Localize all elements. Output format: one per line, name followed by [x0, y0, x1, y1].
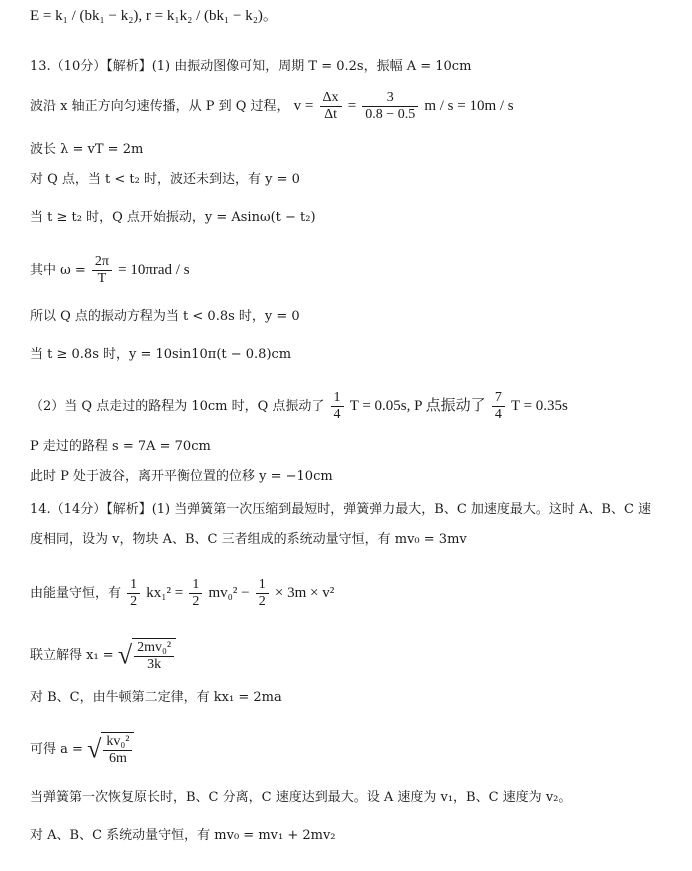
fraction-a	[103, 734, 132, 767]
fraction-numerator: 1	[331, 390, 344, 407]
velocity-lhs: v =	[293, 98, 314, 114]
fraction-numerator: 1	[189, 577, 202, 594]
omega-line	[30, 254, 190, 287]
fraction-2pi-over-t	[92, 254, 112, 287]
x1-text: 联立解得 x₁ =	[30, 648, 114, 663]
newton-text: 对 B、C，由牛顿第二定律，有 kx₁ = 2ma	[30, 690, 282, 705]
radical-icon: √	[117, 640, 133, 670]
newton-line	[30, 688, 282, 708]
energy-term-b: mv₀² −	[208, 585, 250, 601]
velocity-text: 波沿 x 轴正方向匀速传播，从 P 到 Q 过程，	[30, 99, 290, 114]
p-displacement-line	[30, 467, 333, 487]
formula-e-r	[30, 6, 278, 27]
sqrt-x1	[118, 638, 176, 673]
omega-result: = 10πrad / s	[118, 262, 190, 278]
fraction-denominator: 4	[333, 407, 341, 422]
fraction-numerator: 1	[256, 577, 269, 594]
p-displacement-text: 此时 P 处于波谷，离开平衡位置的位移 y = −10cm	[30, 469, 333, 484]
p-distance-line	[30, 437, 211, 457]
energy-line	[30, 577, 334, 610]
acceleration-text: 可得 a =	[30, 742, 83, 757]
part2-text-c: T = 0.35s	[510, 398, 568, 414]
acceleration-line	[30, 732, 134, 767]
fraction-x1	[134, 640, 174, 673]
q14-heading-text: 14.（14分）【解析】(1) 当弹簧第一次压缩到最短时，弹簧弹力最大，B、C 加速度最大。这时 A、B、C 速	[30, 502, 652, 517]
velocity-result: m / s = 10m / s	[424, 98, 514, 114]
energy-text: 由能量守恒，有	[30, 586, 122, 601]
q13-heading	[30, 57, 471, 77]
fraction-denominator: 2	[130, 594, 138, 609]
q-vibration-text: 当 t ≥ t₂ 时，Q 点开始振动，y = Asinω(t − t₂)	[30, 210, 316, 225]
fraction-1-4	[331, 390, 344, 423]
wavelength-line	[30, 140, 143, 160]
fraction-numerator: 2π	[92, 254, 112, 271]
p-distance-text: P 走过的路程 s = 7A = 70cm	[30, 439, 211, 454]
fraction-numerator: 2mv₀²	[134, 640, 174, 657]
momentum-text: 度相同，设为 v，物块 A、B、C 三者组成的系统动量守恒，有 mv₀ = 3mv	[30, 532, 467, 547]
fraction-numerator: 7	[492, 390, 505, 407]
q13-velocity-line	[30, 90, 514, 123]
q-equation-line-1	[30, 307, 300, 327]
q13-heading-text: 13.（10分）【解析】(1) 由振动图像可知，周期 T = 0.2s，振幅 A = 10cm	[30, 59, 472, 74]
separation-line	[30, 788, 571, 808]
fraction-denominator: 4	[494, 407, 502, 422]
equals-sign: =	[347, 98, 357, 114]
abc-momentum-text: 对 A、B、C 系统动量守恒，有 mv₀ = mv₁ + 2mv₂	[30, 828, 336, 843]
fraction-numerator: Δx	[320, 90, 342, 107]
fraction-denominator: T	[97, 271, 107, 286]
fraction-denominator: 2	[258, 594, 266, 609]
part2-line	[30, 390, 568, 423]
omega-lhs: 其中 ω =	[30, 263, 86, 278]
energy-term-a: kx₁² =	[146, 585, 184, 601]
formula-text: E = k₁ / (bk₁ − k₂), r = k₁k₂ / (bk₁ − k₂)。	[30, 8, 278, 24]
wavelength-text: 波长 λ = vT = 2m	[30, 142, 144, 157]
fraction-denominator: 0.8 − 0.5	[365, 107, 416, 122]
abc-momentum-line	[30, 826, 336, 846]
q14-heading	[30, 500, 651, 520]
fraction-half-1	[127, 577, 140, 610]
sqrt-a	[87, 732, 134, 767]
x1-line	[30, 638, 176, 673]
fraction-numerator: kv₀²	[103, 734, 132, 751]
fraction-dx-dt	[320, 90, 342, 123]
q-equation-text-2: 当 t ≥ 0.8s 时，y = 10sin10π(t − 0.8)cm	[30, 347, 292, 362]
energy-term-c: × 3m × v²	[274, 585, 335, 601]
fraction-7-4	[492, 390, 505, 423]
fraction-denominator: 2	[192, 594, 200, 609]
q-before-arrival-text: 对 Q 点，当 t < t₂ 时，波还未到达，有 y = 0	[30, 172, 300, 187]
fraction-numerator: 1	[127, 577, 140, 594]
fraction-half-3	[256, 577, 269, 610]
fraction-denominator: Δt	[324, 107, 337, 122]
q-before-arrival-line	[30, 170, 300, 190]
part2-text-a: （2）当 Q 点走过的路程为 10cm 时，Q 点振动了	[30, 399, 325, 414]
fraction-numerator: 3	[362, 90, 418, 107]
radical-icon: √	[87, 734, 102, 764]
momentum-line	[30, 530, 467, 550]
q-vibration-line	[30, 208, 316, 228]
fraction-3-over-diff	[362, 90, 418, 123]
fraction-denominator: 6m	[108, 751, 127, 766]
q-equation-text-1: 所以 Q 点的振动方程为当 t < 0.8s 时，y = 0	[30, 309, 300, 324]
separation-text: 当弹簧第一次恢复原长时，B、C 分离，C 速度达到最大。设 A 速度为 v₁，B、C 速度为 v₂。	[30, 790, 572, 805]
q-equation-line-2	[30, 345, 291, 365]
fraction-denominator: 3k	[147, 657, 162, 672]
fraction-half-2	[189, 577, 202, 610]
part2-text-b: T = 0.05s, P 点振动了	[349, 398, 486, 414]
